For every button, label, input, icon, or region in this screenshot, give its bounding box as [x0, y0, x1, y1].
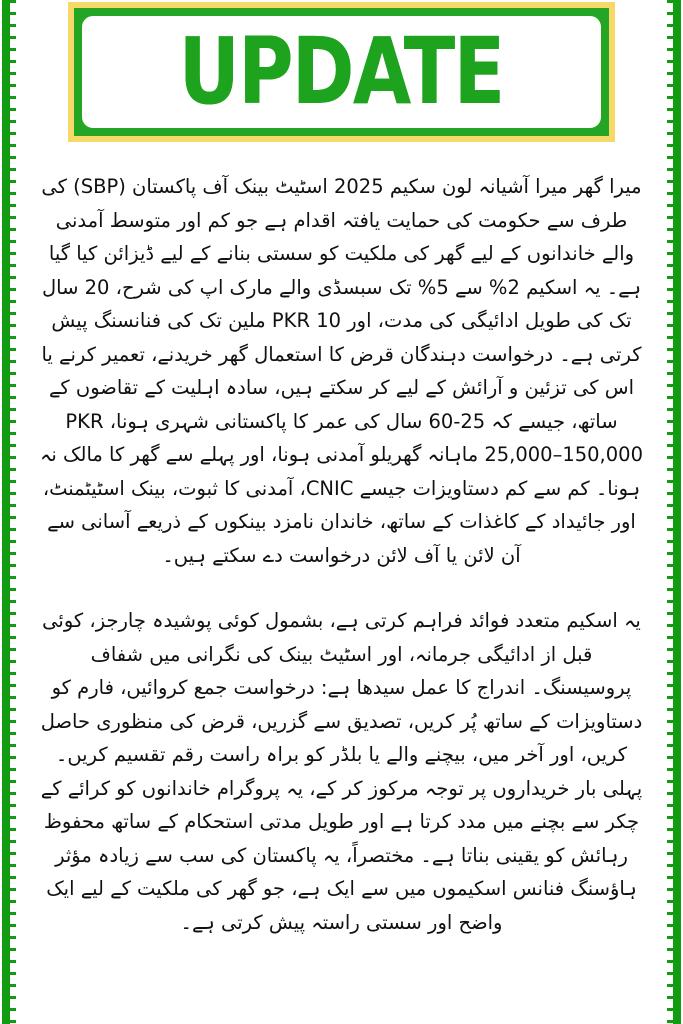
banner-stamp-inner — [79, 13, 604, 131]
banner-title: UPDATE — [179, 18, 504, 125]
article-paragraph-1: میرا گھر میرا آشیانہ لون سکیم 2025 اسٹیٹ بینک آف پاکستان (SBP) کی طرف سے حکومت کی حمایت یافتہ اقدام ہے جو کم اور متوسط آمدنی والے خاندانوں کے لیے گھر کی ملکیت کو سستی بنانے کے لیے ڈیزائن کیا گیا ہے۔ یہ اسکیم 2% سے 5% تک سبسڈی والے مارک اپ کی شرح، 20 سال تک کی طویل ادائیگی کی مدت، اور PKR 10 ملین تک کی فنانسنگ پیش کرتی ہے۔ درخواست دہندگان قرض کا استعمال گھر خریدنے، تعمیر کرنے یا اس کی تزئین و آرائش کے لیے کر سکتے ہیں، سادہ اہلیت کے تقاضوں کے ساتھ، جیسے کہ 25-60 سال کی عمر کا پاکستانی شہری ہونا، PKR 25,000–150,000 ماہانہ گھریلو آمدنی ہونا، اور پہلے سے گھر کا مالک نہ ہونا۔ کم سے کم دستاویزات جیسے CNIC، آمدنی کا ثبوت، بینک اسٹیٹمنٹ، اور جائیداد کے کاغذات کے ساتھ، خاندان نامزد بینکوں کے ذریعے آسانی سے آن لائن یا آف لائن درخواست دے سکتے ہیں۔ — [40, 175, 643, 567]
left-decorative-border — [2, 0, 10, 1024]
article-paragraph-2: یہ اسکیم متعدد فوائد فراہم کرتی ہے، بشمول کوئی پوشیدہ چارجز، کوئی قبل از ادائیگی جرمانہ، اور اسٹیٹ بینک کی نگرانی میں شفاف پروسیسنگ۔ اندراج کا عمل سیدھا ہے: درخواست جمع کروائیں، فارم کو دستاویزات کے ساتھ پُر کریں، تصدیق سے گزریں، قرض کی منظوری حاصل کریں، اور آخر میں، بیچنے والے یا بلڈر کو براہ راست رقم تقسیم کریں۔ پہلی بار خریداروں پر توجہ مرکوز کر کے، یہ پروگرام خاندانوں کو کرائے کے چکر سے بچنے میں مدد کرتا ہے اور طویل مدتی استحکام کے ساتھ محفوظ رہائش کو یقینی بناتا ہے۔ مختصراً، یہ پاکستان کی سب سے زیادہ مؤثر ہاؤسنگ فنانس اسکیموں میں سے ایک ہے، جو گھر کی ملکیت کے لیے ایک واضح اور سستی راستہ پیش کرتی ہے۔ — [40, 609, 643, 934]
banner-stamp-frame — [74, 8, 609, 136]
right-decorative-border — [673, 0, 681, 1024]
article-body — [38, 170, 645, 939]
update-banner — [68, 2, 615, 142]
